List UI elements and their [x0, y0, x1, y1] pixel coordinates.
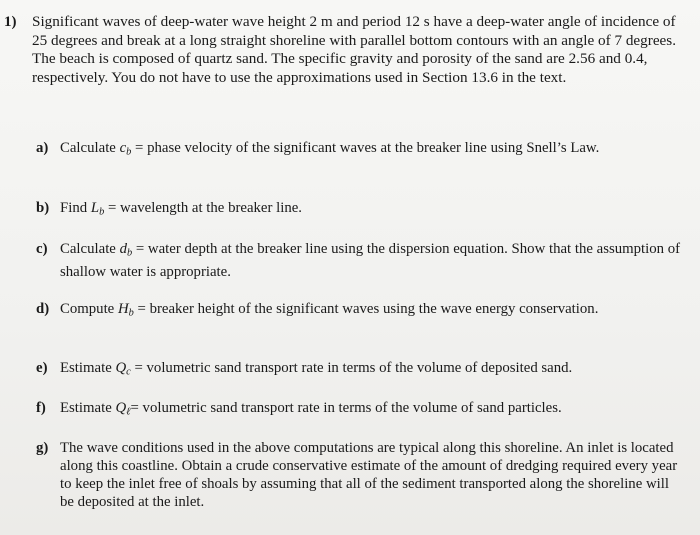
- problem-statement: [4, 13, 692, 87]
- part-label: a): [36, 140, 49, 156]
- subscript: c: [126, 366, 131, 378]
- variable: H: [117, 301, 129, 317]
- problem-number: 1): [4, 14, 17, 30]
- part-label: d): [36, 301, 50, 317]
- part-label: f): [36, 400, 46, 416]
- part-d: [36, 300, 686, 323]
- subscript: ℓ: [126, 406, 131, 418]
- part-e: [36, 359, 686, 382]
- problem-text: Significant waves of deep-water wave height 2 m and period 12 s have a deep-water angle of incidence of 25 degrees and break at a long straight shoreline with parallel bottom contours with an angle of 7 degrees. The beach is composed of quartz sand. The specific gravity and porosity of the sand are 2.56 and 0.4, respectively. You do not have to use the approximations used in Section 13.6 in the text.: [32, 13, 677, 86]
- part-b: [36, 199, 686, 222]
- part-label: e): [36, 360, 48, 376]
- part-text: Estimate $Q_c$ = volumetric sand transport rate in terms of the volume of deposited sand.: [60, 360, 573, 378]
- part-text: The wave conditions used in the above computations are typical along this shoreline. An inlet is located along this coastline. Obtain a crude conservative estimate of the amount of dredging required every year to keep the inlet free of shoals by assuming that all of the sediment transported along the shoreline will be deposited at the inlet.: [60, 440, 678, 510]
- part-a: [36, 139, 686, 162]
- variable: L: [90, 200, 100, 216]
- part-text: Find $L_b$ = wavelength at the breaker line.: [60, 200, 303, 218]
- subscript: b: [126, 247, 133, 259]
- part-label: b): [36, 200, 50, 216]
- part-text: Estimate $Q_\ell=$ volumetric sand transport rate in terms of the volume of sand particles.: [60, 400, 562, 418]
- part-g: [36, 439, 686, 511]
- part-text: Calculate $d_b$ = water depth at the breaker line using the dispersion equation. Show that the assumption of shallow water is appropriate.: [60, 241, 681, 280]
- part-c: [36, 240, 686, 281]
- part-f: [36, 399, 686, 422]
- subscript: b: [99, 206, 105, 218]
- variable: Q: [115, 360, 127, 376]
- variable: d: [119, 241, 127, 257]
- subscript: b: [126, 146, 132, 158]
- part-label: c): [36, 241, 48, 257]
- part-label: g): [36, 440, 49, 456]
- part-text: Compute $H_b$ = breaker height of the significant waves using the wave energy conservation.: [60, 301, 599, 319]
- variable: c: [119, 140, 127, 156]
- subscript: b: [128, 307, 134, 319]
- variable: Q: [115, 400, 127, 416]
- part-text: Calculate $c_b$ = phase velocity of the significant waves at the breaker line using Snell’s Law.: [60, 140, 600, 158]
